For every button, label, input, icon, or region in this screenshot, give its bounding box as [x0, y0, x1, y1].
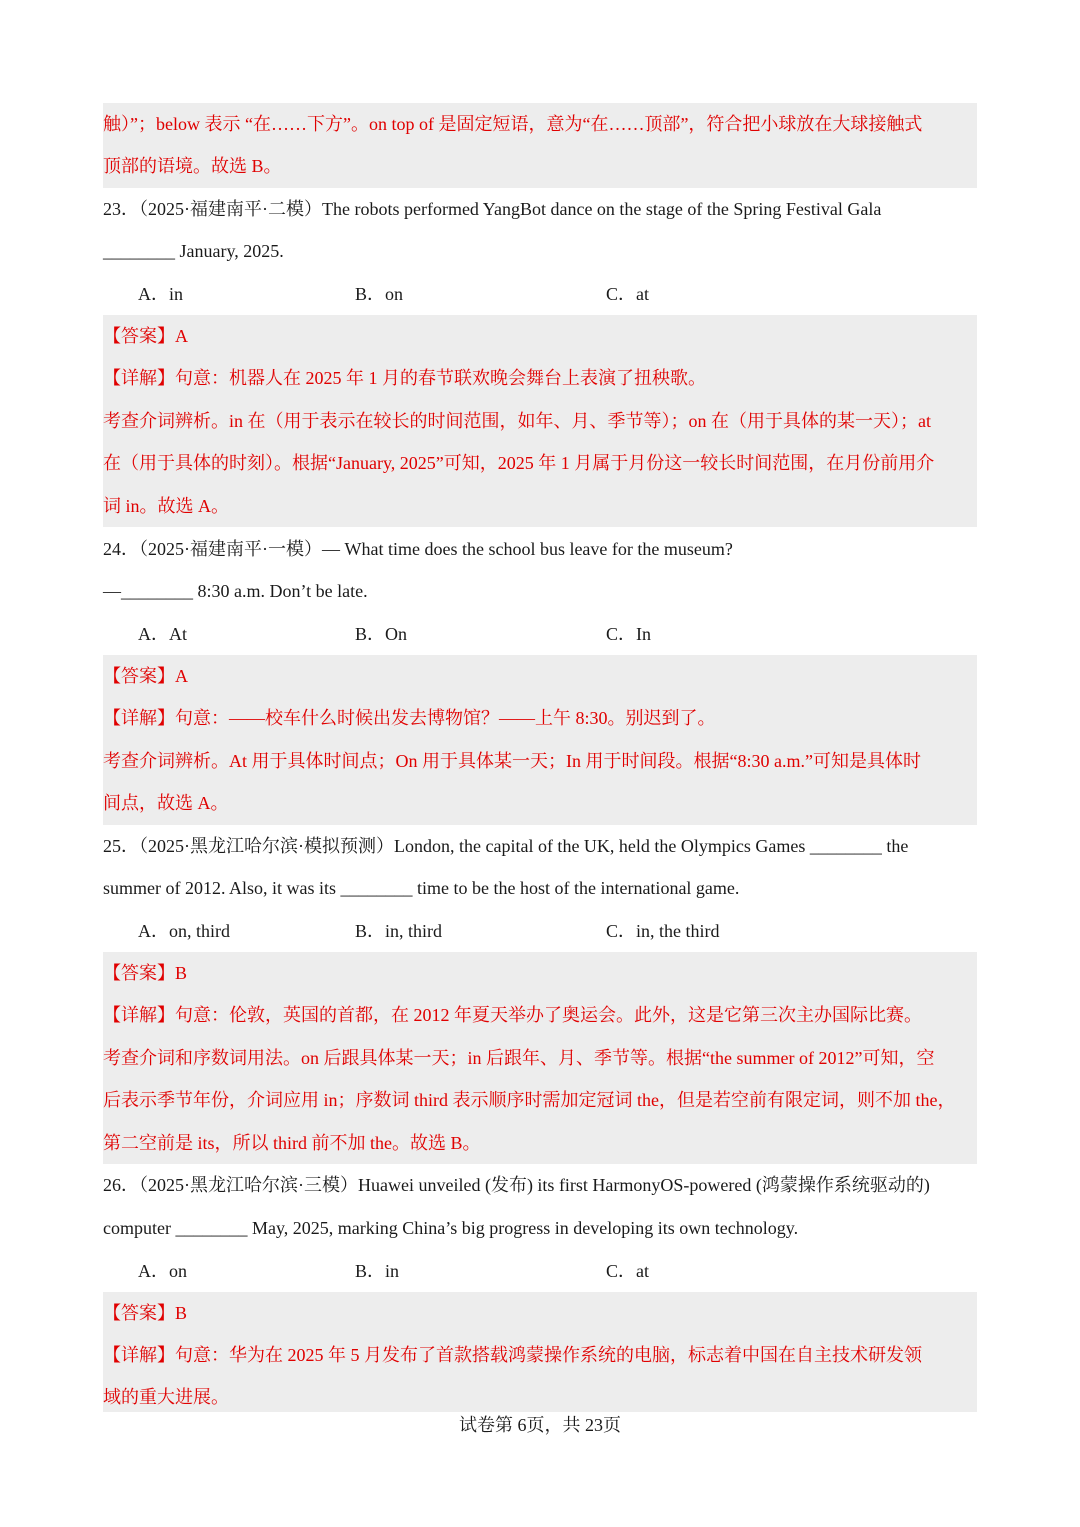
answer-label: 【答案】A [103, 666, 188, 686]
option-c: C．in, the third [606, 921, 720, 941]
question-stem-line: ________ January, 2025. [103, 241, 284, 261]
detail-line: 考查介词和序数词用法。on 后跟具体某一天；in 后跟年、月、季节等。根据“the summer of 2012”可知，空 [103, 1048, 935, 1068]
question-stem-line: 23．（2025·福建南平·二模）The robots performed YangBot dance on the stage of the Spring Festival Gala [103, 199, 882, 219]
question-stem-line: computer ________ May, 2025, marking China’s big progress in developing its own technology. [103, 1218, 799, 1238]
question-stem-line: —________ 8:30 a.m. Don’t be late. [103, 581, 368, 601]
option-a: A．in [138, 284, 183, 304]
answer-label: 【答案】B [103, 1303, 188, 1323]
detail-line: 后表示季节年份，介词应用 in；序数词 third 表示顺序时需加定冠词 the，但是若空前有限定词，则不加 the， [103, 1090, 956, 1110]
option-a: A．on [138, 1261, 187, 1281]
detail-line: 【详解】句意：华为在 2025 年 5 月发布了首款搭载鸿蒙操作系统的电脑，标志着中国在自主技术研发领 [103, 1345, 922, 1365]
question-stem-line: 26．（2025·黑龙江哈尔滨·三模）Huawei unveiled (发布) its first HarmonyOS-powered (鸿蒙操作系统驱动的) [103, 1175, 930, 1195]
detail-line: 第二空前是 its，所以 third 前不加 the。故选 B。 [103, 1133, 481, 1153]
page-footer: 试卷第 6页，共 23页 [459, 1415, 621, 1435]
option-b: B．in [355, 1261, 400, 1281]
detail-line: 间点，故选 A。 [103, 793, 229, 813]
option-c: C．In [606, 624, 651, 644]
answer-label: 【答案】B [103, 963, 188, 983]
detail-line: 考查介词辨析。At 用于具体时间点；On 用于具体某一天；In 用于时间段。根据“8:30 a.m.”可知是具体时 [103, 751, 921, 771]
detail-line: 考查介词辨析。in 在（用于表示在较长的时间范围，如年、月、季节等）；on 在（用于具体的某一天）；at [103, 411, 931, 431]
detail-line: 【详解】句意：伦敦，英国的首都，在 2012 年夏天举办了奥运会。此外，这是它第三次主办国际比赛。 [103, 1005, 922, 1025]
question-stem-line: 25．（2025·黑龙江哈尔滨·模拟预测）London, the capital of the UK, held the Olympics Games ________ the [103, 836, 909, 856]
option-b: B．in, third [355, 921, 443, 941]
detail-line: 【详解】句意：机器人在 2025 年 1 月的春节联欢晚会舞台上表演了扭秧歌。 [103, 368, 706, 388]
option-b: B．On [355, 624, 408, 644]
answer-label: 【答案】A [103, 326, 188, 346]
option-b: B．on [355, 284, 404, 304]
carry-over-line-2: 顶部的语境。故选 B。 [103, 156, 282, 176]
detail-line: 在（用于具体的时刻）。根据“January, 2025”可知，2025 年 1 月属于月份这一较长时间范围，在月份前用介 [103, 453, 935, 473]
option-a: A．on, third [138, 921, 230, 941]
detail-line: 【详解】句意：——校车什么时候出发去博物馆？——上午 8:30。别迟到了。 [103, 708, 716, 728]
option-a: A．At [138, 624, 187, 644]
detail-line: 域的重大进展。 [103, 1387, 229, 1407]
question-stem-line: 24．（2025·福建南平·一模）— What time does the school bus leave for the museum? [103, 539, 733, 559]
detail-line: 词 in。故选 A。 [103, 496, 229, 516]
option-c: C．at [606, 284, 649, 304]
question-stem-line: summer of 2012. Also, it was its ________ time to be the host of the international game. [103, 878, 740, 898]
option-c: C．at [606, 1261, 649, 1281]
carry-over-line-1: 触）”；below 表示 “在……下方”。on top of 是固定短语，意为“在……顶部”，符合把小球放在大球接触式 [103, 114, 923, 134]
